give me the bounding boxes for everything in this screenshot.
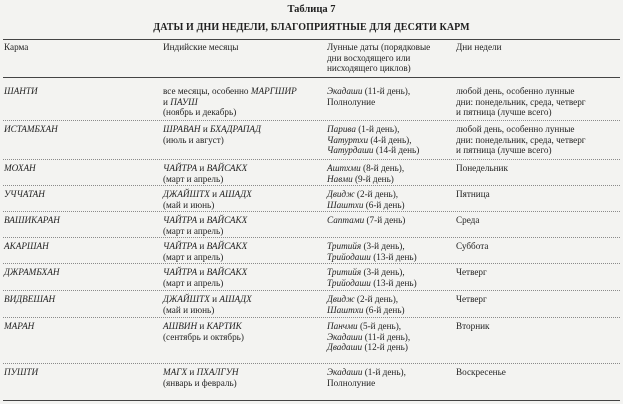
cell-line [163, 135, 323, 146]
cell-text: ВАЙСАКХ [206, 241, 248, 251]
cell-line [163, 367, 323, 378]
karma-name [4, 189, 154, 200]
cell-line [163, 332, 323, 343]
cell-line: Вторник [456, 321, 490, 331]
cell-line [327, 252, 449, 263]
row-separator [3, 263, 620, 264]
weekdays-cell [456, 124, 620, 156]
cell-text: Двадаши [327, 342, 363, 353]
cell-line [163, 305, 323, 316]
header-lunar [327, 42, 430, 74]
cell-text: (март и апрель) [163, 251, 224, 262]
weekdays-cell [456, 163, 620, 174]
cell-text: (март и апрель) [163, 225, 224, 236]
cell-text: (май и июнь) [163, 304, 215, 315]
lunar-dates-cell [327, 321, 449, 353]
cell-line [163, 241, 323, 252]
cell-line [327, 267, 449, 278]
cell-line [327, 215, 449, 226]
cell-line [163, 174, 323, 185]
cell-text: Трийодаши [327, 277, 371, 288]
cell-line: Четверг [456, 294, 487, 304]
cell-text: ВАЙСАКХ [206, 267, 248, 277]
cell-text: МАРГШИР [250, 86, 297, 96]
cell-text: МАГХ [163, 367, 188, 377]
lunar-dates-cell [327, 124, 449, 156]
karma-label: АКАРШАН [4, 241, 49, 251]
karma-name [4, 321, 154, 332]
cell-line [163, 189, 323, 200]
cell-text: ПАУШ [170, 96, 198, 107]
karma-name [4, 86, 154, 97]
karma-label: МАРАН [4, 321, 35, 331]
cell-text: ШРАВАН [163, 124, 201, 134]
row-separator [3, 317, 620, 318]
header-lunar-line: дни восходящего или [327, 52, 411, 63]
cell-text: (13-й день) [370, 251, 417, 262]
cell-line: Среда [456, 215, 480, 225]
cell-text: и [197, 321, 207, 331]
cell-text: и [200, 124, 211, 134]
cell-text: (12-й день) [362, 342, 408, 353]
cell-line [327, 97, 449, 108]
cell-line: любой день, особенно лунные [456, 86, 575, 96]
header-weekdays: Дни недели [456, 42, 502, 52]
cell-text: и [197, 215, 207, 225]
cell-text: Двидж [327, 189, 355, 199]
cell-line [327, 332, 449, 343]
header-lunar-line: нисходящего циклов) [327, 63, 411, 73]
months-cell [163, 241, 323, 262]
months-cell [163, 215, 323, 236]
row-separator [3, 185, 620, 186]
months-cell [163, 86, 323, 118]
top-rule [3, 39, 620, 40]
karma-label: ДЖРАМБХАН [4, 267, 60, 277]
cell-line [163, 226, 323, 237]
cell-line [327, 294, 449, 305]
cell-text: (6-й день) [363, 304, 405, 315]
row-separator [3, 363, 620, 364]
cell-text: Парива [327, 124, 356, 134]
cell-line [327, 342, 449, 353]
cell-line [163, 378, 323, 389]
months-cell [163, 124, 323, 145]
cell-text: КАРТИК [206, 321, 242, 331]
cell-text: (1-й день), [362, 367, 406, 377]
karma-label: ПУШТИ [4, 367, 39, 377]
cell-text: (январь и февраль) [163, 377, 237, 388]
cell-text: Экадаши [327, 86, 363, 96]
cell-text: все месяцы, особенно [163, 86, 251, 96]
row-separator [3, 159, 620, 160]
cell-text: и [187, 367, 197, 377]
cell-line: Воскресенье [456, 367, 506, 377]
cell-line [327, 200, 449, 211]
cell-text: (март и апрель) [163, 277, 224, 288]
weekdays-cell [456, 189, 620, 200]
cell-line [327, 124, 449, 135]
cell-line [163, 107, 323, 118]
cell-text: Навми [327, 173, 353, 184]
cell-text: ПХАЛГУН [196, 367, 239, 377]
cell-text: ДЖАЙШТХ [163, 189, 210, 199]
karma-name [4, 267, 154, 278]
cell-line [327, 278, 449, 289]
weekdays-cell [456, 294, 620, 305]
cell-text: АШАДХ [219, 189, 252, 199]
cell-text: (2-й день), [354, 294, 399, 304]
cell-text: (4-й день), [368, 134, 412, 145]
cell-text: Тритийя [327, 241, 362, 251]
cell-text: ЧАЙТРА [163, 267, 198, 277]
header-months: Индийские месяцы [163, 42, 239, 52]
cell-line [163, 215, 323, 226]
row-separator [3, 211, 620, 212]
karma-name [4, 367, 154, 378]
header-karma: Карма [4, 42, 29, 52]
cell-line: дни: понедельник, среда, четверг [456, 96, 586, 107]
cell-line: Суббота [456, 241, 489, 251]
karma-name [4, 215, 154, 226]
cell-text: Шаштхи [327, 304, 364, 315]
cell-text: ДЖАЙШТХ [163, 294, 210, 304]
row-separator [3, 290, 620, 291]
cell-line: дни: понедельник, среда, четверг [456, 134, 586, 145]
cell-text: Шаштхи [327, 199, 364, 210]
cell-line [327, 174, 449, 185]
weekdays-cell [456, 267, 620, 278]
cell-text: Чатурдаши [327, 145, 374, 156]
cell-text: АШВИН [163, 321, 198, 331]
cell-text: Полнолуние [327, 377, 376, 388]
weekdays-cell [456, 215, 620, 226]
cell-line [327, 189, 449, 200]
cell-text: (6-й день) [363, 199, 405, 210]
cell-line: и пятница (лучше всего) [456, 145, 552, 156]
cell-text: (14-й день) [373, 145, 420, 156]
months-cell [163, 163, 323, 184]
cell-line [327, 135, 449, 146]
cell-text: Саптами [327, 215, 365, 225]
months-cell [163, 321, 323, 342]
cell-text: и [197, 267, 207, 277]
cell-text: Тритийя [327, 267, 362, 277]
header-rule [3, 77, 620, 78]
lunar-dates-cell [327, 294, 449, 315]
cell-line: любой день, особенно лунные [456, 124, 575, 134]
header-lunar-line: Лунные даты (порядковые [327, 42, 431, 52]
lunar-dates-cell [327, 163, 449, 184]
cell-text: (1-й день), [355, 124, 400, 134]
weekdays-cell [456, 241, 620, 252]
cell-text: Трийодаши [327, 251, 371, 262]
cell-text: и [209, 294, 220, 304]
cell-text: ЧАЙТРА [163, 241, 198, 251]
weekdays-cell [456, 86, 620, 118]
cell-text: и [197, 241, 207, 251]
cell-line [163, 86, 323, 97]
months-cell [163, 367, 323, 388]
karma-label: ВАШИКАРАН [4, 215, 60, 225]
cell-line [163, 163, 323, 174]
cell-text: (8-й день), [360, 163, 405, 173]
cell-line [327, 378, 449, 389]
karma-label: ИСТАМБХАН [4, 124, 58, 134]
cell-text: (2-й день), [354, 189, 399, 199]
cell-text: Полнолуние [327, 96, 376, 107]
cell-text: (9-й день) [352, 173, 394, 184]
cell-line [327, 145, 449, 156]
karma-name [4, 241, 154, 252]
cell-line [163, 252, 323, 263]
cell-text: (март и апрель) [163, 173, 224, 184]
cell-line [327, 163, 449, 174]
cell-text: (3-й день), [361, 267, 405, 277]
cell-line [163, 321, 323, 332]
cell-text: Чатуртхи [327, 134, 369, 145]
cell-line [163, 278, 323, 289]
cell-line: Четверг [456, 267, 487, 277]
cell-text: (11-й день), [362, 86, 411, 96]
lunar-dates-cell [327, 215, 449, 226]
lunar-dates-cell [327, 367, 449, 388]
cell-text: (5-й день), [357, 321, 402, 331]
cell-text: Экадаши [327, 331, 363, 342]
lunar-dates-cell [327, 241, 449, 262]
cell-text: Экадаши [327, 367, 363, 377]
cell-line [327, 86, 449, 97]
cell-text: (май и июнь) [163, 199, 215, 210]
table-number: Таблица 7 [287, 4, 336, 15]
lunar-dates-cell [327, 189, 449, 210]
cell-line: и пятница (лучше всего) [456, 107, 552, 118]
cell-text: АШАДХ [219, 294, 252, 304]
cell-text: ЧАЙТРА [163, 215, 198, 225]
cell-text: Двидж [327, 294, 355, 304]
karma-name [4, 294, 154, 305]
cell-text: Аштхми [327, 163, 361, 173]
cell-text: БХАДРАПАД [210, 124, 261, 134]
months-cell [163, 294, 323, 315]
months-cell [163, 189, 323, 210]
cell-text: Панчми [327, 321, 358, 331]
cell-text: (7-й день) [364, 215, 406, 225]
cell-line [163, 294, 323, 305]
karma-name [4, 163, 154, 174]
cell-line [163, 97, 323, 108]
karma-name [4, 124, 154, 135]
weekdays-cell [456, 321, 620, 332]
bottom-rule [3, 400, 620, 401]
cell-text: (13-й день) [370, 277, 417, 288]
weekdays-cell [456, 367, 620, 378]
cell-text: (июль и август) [163, 134, 224, 145]
table-title: ДАТЫ И ДНИ НЕДЕЛИ, БЛАГОПРИЯТНЫЕ ДЛЯ ДЕСЯТИ КАРМ [153, 22, 470, 33]
months-cell [163, 267, 323, 288]
karma-label: МОХАН [4, 163, 36, 173]
cell-text: ВАЙСАКХ [206, 163, 248, 173]
cell-text: (11-й день), [362, 331, 411, 342]
karma-label: ШАНТИ [4, 86, 38, 96]
cell-text: ЧАЙТРА [163, 163, 198, 173]
row-separator [3, 237, 620, 238]
cell-line [327, 241, 449, 252]
cell-line [163, 267, 323, 278]
cell-line [163, 124, 323, 135]
lunar-dates-cell [327, 267, 449, 288]
cell-text: и [209, 189, 220, 199]
cell-text: (сентябрь и октябрь) [163, 331, 244, 342]
cell-line: Пятница [456, 189, 490, 199]
cell-line [327, 321, 449, 332]
cell-text: и [163, 96, 171, 107]
lunar-dates-cell [327, 86, 449, 107]
cell-text: (ноябрь и декабрь) [163, 107, 237, 118]
karma-label: ВИДВЕШАН [4, 294, 56, 304]
row-separator [3, 120, 620, 121]
cell-line [163, 200, 323, 211]
cell-line [327, 367, 449, 378]
karma-label: УЧЧАТАН [4, 189, 45, 199]
cell-text: и [197, 163, 207, 173]
cell-line: Понедельник [456, 163, 508, 173]
cell-line [327, 305, 449, 316]
cell-text: (3-й день), [361, 241, 405, 251]
cell-text: ВАЙСАКХ [206, 215, 248, 225]
